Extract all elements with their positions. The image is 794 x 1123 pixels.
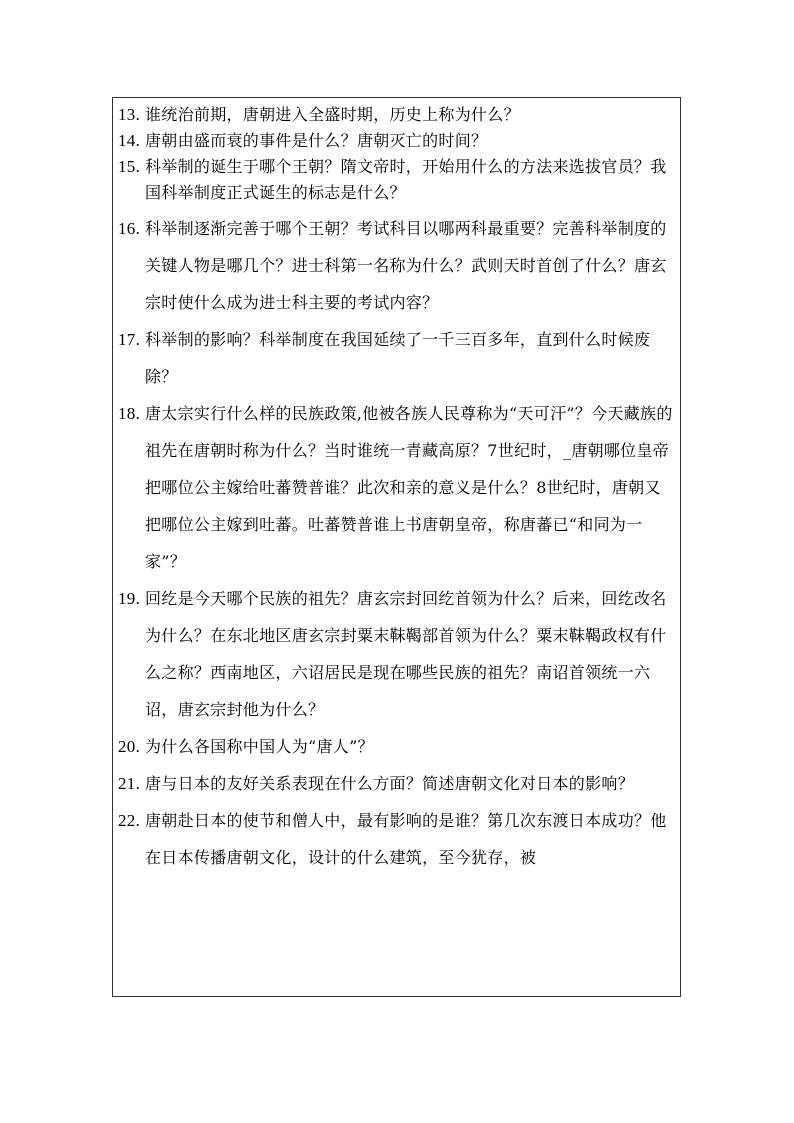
question-number: 16. [118, 219, 141, 238]
question-20 [113, 728, 680, 765]
question-box [112, 97, 681, 997]
question-22 [113, 802, 680, 876]
question-15 [113, 154, 680, 206]
question-number: 18. [118, 404, 141, 423]
question-21 [113, 765, 680, 802]
question-text: 谁统治前期，唐朝进入全盛时期，历史上称为什么？ [145, 105, 520, 124]
question-number: 17. [118, 330, 141, 349]
question-text: 科举制的影响？科举制度在我国延续了一千三百多年，直到什么时候废除？ [145, 330, 651, 386]
question-17 [113, 321, 680, 395]
question-number: 15. [118, 157, 141, 176]
question-text: 唐太宗实行什么样的民族政策,他被各族人民尊称为“天可汗”？今天藏族的祖先在唐朝时称为什么？当时谁统一青藏高原？7世纪时，_唐朝哪位皇帝把哪位公主嫁给吐蕃赞普谁？此次和亲的意义是什么？8世纪时，唐朝又把哪位公主嫁到吐蕃。吐蕃赞普谁上书唐朝皇帝，称唐蕃已“和同为一家”？ [145, 404, 673, 571]
question-text: 科举制逐渐完善于哪个王朝？考试科目以哪两科最重要？完善科举制度的关键人物是哪几个？进士科第一名称为什么？武则天时首创了什么？唐玄宗时使什么成为进士科主要的考试内容？ [145, 219, 667, 312]
question-text: 回纥是今天哪个民族的祖先？唐玄宗封回纥首领为什么？后来，回纥改名为什么？在东北地区唐玄宗封粟末靺鞨部首领为什么？粟末靺鞨政权有什么之称？西南地区，六诏居民是现在哪些民族的祖先？南诏首领统一六诏，唐玄宗封他为什么？ [145, 589, 667, 719]
question-19 [113, 580, 680, 728]
question-text: 为什么各国称中国人为“唐人”？ [145, 737, 374, 756]
question-number: 20. [118, 737, 141, 756]
question-text: 唐与日本的友好关系表现在什么方面？简述唐朝文化对日本的影响？ [145, 774, 635, 793]
question-16 [113, 210, 680, 321]
question-14 [113, 128, 680, 154]
question-text: 唐朝由盛而衰的事件是什么？唐朝灭亡的时间？ [145, 131, 488, 150]
question-number: 21. [118, 774, 141, 793]
question-13 [113, 102, 680, 128]
question-number: 22. [118, 811, 141, 830]
question-number: 19. [118, 589, 141, 608]
question-text: 科举制的诞生于哪个王朝？隋文帝时，开始用什么的方法来选拔官员？我国科举制度正式诞生的标志是什么？ [145, 157, 667, 202]
question-number: 13. [118, 105, 141, 124]
question-18 [113, 395, 680, 580]
question-number: 14. [118, 131, 141, 150]
question-text: 唐朝赴日本的使节和僧人中，最有影响的是谁？第几次东渡日本成功？他在日本传播唐朝文化，设计的什么建筑，至今犹存，被 [145, 811, 667, 867]
